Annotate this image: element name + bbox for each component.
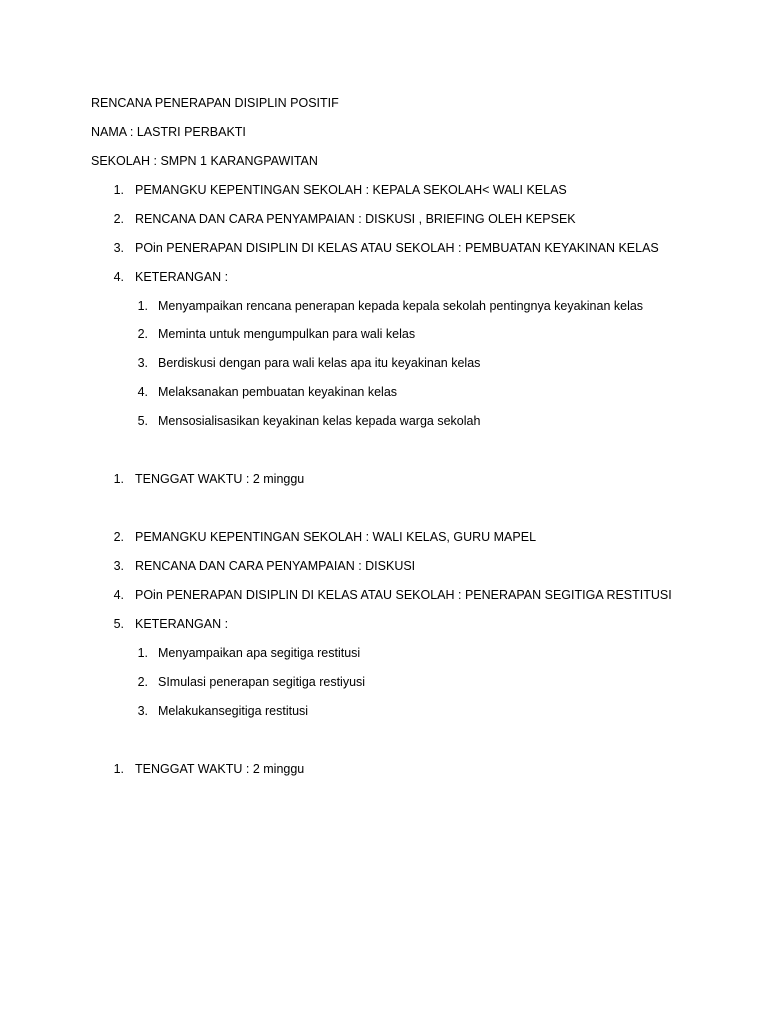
list-item-number: 3. (113, 559, 124, 573)
sublist-item-number: 3. (137, 704, 148, 718)
document-title: RENCANA PENERAPAN DISIPLIN POSITIF (91, 96, 339, 110)
sublist-item-number: 2. (137, 327, 148, 341)
sublist-item: Menyampaikan apa segitiga restitusi (158, 646, 361, 660)
deadline-number: 1. (113, 762, 124, 776)
sublist-item-number: 1. (137, 646, 148, 660)
list-item: PEMANGKU KEPENTINGAN SEKOLAH : WALI KELAS, GURU MAPEL (135, 530, 537, 544)
sublist-item: Melaksanakan pembuatan keyakinan kelas (158, 385, 398, 399)
list-item: RENCANA DAN CARA PENYAMPAIAN : DISKUSI (135, 559, 416, 573)
list-item: KETERANGAN : (135, 617, 229, 631)
list-item-number: 5. (113, 617, 124, 631)
sublist-item: SImulasi penerapan segitiga restiyusi (158, 675, 366, 689)
list-item: KETERANGAN : (135, 270, 229, 284)
deadline-number: 1. (113, 472, 124, 486)
list-item-number: 4. (113, 588, 124, 602)
sublist-item-number: 2. (137, 675, 148, 689)
sublist-item: Mensosialisasikan keyakinan kelas kepada warga sekolah (158, 414, 481, 428)
list-item-number: 2. (113, 530, 124, 544)
sublist-item: Berdiskusi dengan para wali kelas apa itu keyakinan kelas (158, 356, 481, 370)
list-item: POin PENERAPAN DISIPLIN DI KELAS ATAU SEKOLAH : PENERAPAN SEGITIGA RESTITUSI (135, 588, 672, 602)
sublist-item-number: 1. (137, 299, 148, 313)
sublist-item: Melakukansegitiga restitusi (158, 704, 309, 718)
sublist-item-number: 4. (137, 385, 148, 399)
sublist-item-number: 3. (137, 356, 148, 370)
list-item-number: 4. (113, 270, 124, 284)
list-item: POin PENERAPAN DISIPLIN DI KELAS ATAU SEKOLAH : PEMBUATAN KEYAKINAN KELAS (135, 241, 659, 255)
list-item-number: 2. (113, 212, 124, 226)
sublist-item-number: 5. (137, 414, 148, 428)
deadline-text: TENGGAT WAKTU : 2 minggu (135, 762, 305, 776)
school-name: SEKOLAH : SMPN 1 KARANGPAWITAN (91, 154, 318, 168)
author-name: NAMA : LASTRI PERBAKTI (91, 125, 246, 139)
list-item: PEMANGKU KEPENTINGAN SEKOLAH : KEPALA SEKOLAH< WALI KELAS (135, 183, 567, 197)
sublist-item: Meminta untuk mengumpulkan para wali kelas (158, 327, 416, 341)
deadline-text: TENGGAT WAKTU : 2 minggu (135, 472, 305, 486)
list-item-number: 1. (113, 183, 124, 197)
list-item-number: 3. (113, 241, 124, 255)
sublist-item: Menyampaikan rencana penerapan kepada kepala sekolah pentingnya keyakinan kelas (158, 299, 644, 313)
list-item: RENCANA DAN CARA PENYAMPAIAN : DISKUSI , BRIEFING OLEH KEPSEK (135, 212, 576, 226)
